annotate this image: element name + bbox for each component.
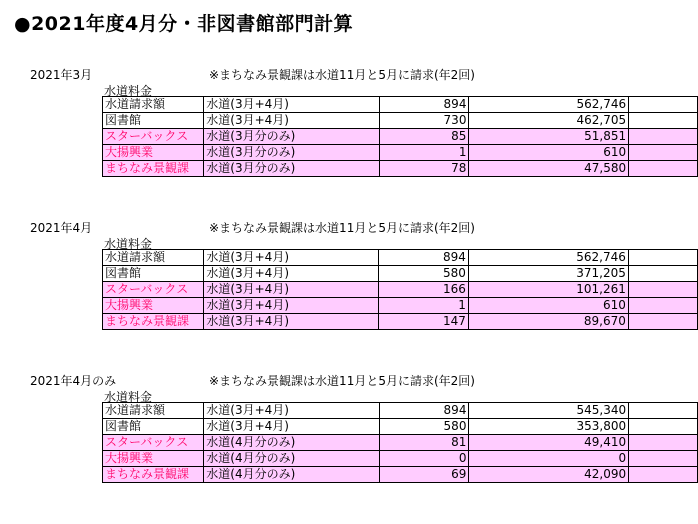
cell-quantity[interactable]: 166 — [379, 282, 469, 298]
cost-table — [102, 96, 698, 177]
cell-quantity[interactable]: 894 — [380, 97, 469, 113]
cell-quantity[interactable]: 85 — [380, 129, 469, 145]
cell-description[interactable]: 水道(3月+4月) — [204, 97, 380, 113]
table-row — [103, 435, 698, 451]
cell-description[interactable]: 水道(3月分のみ) — [204, 129, 380, 145]
cost-table — [102, 249, 698, 330]
cell-name[interactable]: 大揚興業 — [103, 145, 204, 161]
cell-amount[interactable]: 371,205 — [468, 266, 628, 282]
cell-description[interactable]: 水道(3月+4月) — [204, 403, 380, 419]
table-row — [103, 451, 698, 467]
cell-description[interactable]: 水道(3月分のみ) — [204, 145, 380, 161]
cell-amount[interactable]: 562,746 — [469, 97, 629, 113]
cell-description[interactable]: 水道(4月分のみ) — [204, 435, 380, 451]
cell-empty[interactable] — [628, 298, 697, 314]
cell-description[interactable]: 水道(3月+4月) — [204, 419, 380, 435]
cell-empty[interactable] — [629, 451, 698, 467]
page-title: ●2021年度4月分・非図書館部門計算 — [14, 13, 354, 35]
section-month: 2021年4月のみ — [30, 374, 117, 388]
cell-quantity[interactable]: 1 — [379, 298, 469, 314]
table-row — [103, 403, 698, 419]
cell-empty[interactable] — [629, 129, 698, 145]
cell-name[interactable]: 水道請求額 — [103, 403, 204, 419]
table-row — [103, 97, 698, 113]
cell-empty[interactable] — [629, 419, 698, 435]
cell-description[interactable]: 水道(3月+4月) — [204, 250, 379, 266]
cell-name[interactable]: スターバックス — [103, 435, 204, 451]
table-row — [103, 314, 698, 330]
section-note: ※まちなみ景観課は水道11月と5月に請求(年2回) — [209, 68, 475, 82]
cell-description[interactable]: 水道(3月分のみ) — [204, 161, 380, 177]
table-row — [103, 282, 698, 298]
cell-description[interactable]: 水道(3月+4月) — [204, 266, 379, 282]
table-row — [103, 113, 698, 129]
cell-quantity[interactable]: 1 — [380, 145, 469, 161]
table-row — [103, 145, 698, 161]
cell-name[interactable]: 図書館 — [103, 266, 204, 282]
table-row — [103, 161, 698, 177]
section-month: 2021年4月 — [30, 221, 93, 235]
section-sublabel: 水道料金 — [104, 390, 153, 404]
cell-empty[interactable] — [628, 314, 697, 330]
cell-amount[interactable]: 610 — [469, 145, 629, 161]
cell-name[interactable]: 図書館 — [103, 113, 204, 129]
section-month: 2021年3月 — [30, 68, 93, 82]
table-row — [103, 266, 698, 282]
cell-amount[interactable]: 610 — [468, 298, 628, 314]
cell-amount[interactable]: 353,800 — [469, 419, 629, 435]
cell-amount[interactable]: 89,670 — [468, 314, 628, 330]
cell-empty[interactable] — [629, 403, 698, 419]
table-row — [103, 129, 698, 145]
cell-name[interactable]: 大揚興業 — [103, 298, 204, 314]
table-row — [103, 298, 698, 314]
section-note: ※まちなみ景観課は水道11月と5月に請求(年2回) — [209, 221, 475, 235]
cell-name[interactable]: まちなみ景観課 — [103, 314, 204, 330]
cell-empty[interactable] — [628, 282, 697, 298]
cell-amount[interactable]: 101,261 — [468, 282, 628, 298]
cell-description[interactable]: 水道(3月+4月) — [204, 314, 379, 330]
cell-name[interactable]: 水道請求額 — [103, 250, 204, 266]
cell-amount[interactable]: 0 — [469, 451, 629, 467]
cell-quantity[interactable]: 730 — [380, 113, 469, 129]
cell-description[interactable]: 水道(4月分のみ) — [204, 451, 380, 467]
cell-name[interactable]: まちなみ景観課 — [103, 161, 204, 177]
section-sublabel: 水道料金 — [104, 84, 153, 98]
cell-quantity[interactable]: 580 — [380, 419, 469, 435]
cell-name[interactable]: 水道請求額 — [103, 97, 204, 113]
section-sublabel: 水道料金 — [104, 237, 153, 251]
cell-quantity[interactable]: 580 — [379, 266, 469, 282]
cell-name[interactable]: スターバックス — [103, 282, 204, 298]
cell-description[interactable]: 水道(3月+4月) — [204, 113, 380, 129]
cell-quantity[interactable]: 147 — [379, 314, 469, 330]
cell-amount[interactable]: 42,090 — [469, 467, 629, 483]
cell-empty[interactable] — [629, 435, 698, 451]
cell-amount[interactable]: 562,746 — [468, 250, 628, 266]
cost-table — [102, 402, 698, 483]
cell-empty[interactable] — [629, 113, 698, 129]
cell-quantity[interactable]: 894 — [380, 403, 469, 419]
cell-name[interactable]: スターバックス — [103, 129, 204, 145]
cell-description[interactable]: 水道(4月分のみ) — [204, 467, 380, 483]
table-row — [103, 250, 698, 266]
cell-empty[interactable] — [628, 266, 697, 282]
cell-empty[interactable] — [629, 161, 698, 177]
cell-description[interactable]: 水道(3月+4月) — [204, 298, 379, 314]
cell-name[interactable]: 大揚興業 — [103, 451, 204, 467]
cell-amount[interactable]: 545,340 — [469, 403, 629, 419]
cell-empty[interactable] — [629, 467, 698, 483]
cell-empty[interactable] — [628, 250, 697, 266]
table-row — [103, 467, 698, 483]
cell-quantity[interactable]: 69 — [380, 467, 469, 483]
cell-amount[interactable]: 462,705 — [469, 113, 629, 129]
cell-amount[interactable]: 49,410 — [469, 435, 629, 451]
cell-amount[interactable]: 47,580 — [469, 161, 629, 177]
cell-name[interactable]: 図書館 — [103, 419, 204, 435]
cell-description[interactable]: 水道(3月+4月) — [204, 282, 379, 298]
cell-name[interactable]: まちなみ景観課 — [103, 467, 204, 483]
cell-quantity[interactable]: 81 — [380, 435, 469, 451]
cell-quantity[interactable]: 78 — [380, 161, 469, 177]
table-row — [103, 419, 698, 435]
cell-empty[interactable] — [629, 145, 698, 161]
cell-quantity[interactable]: 894 — [379, 250, 469, 266]
section-note: ※まちなみ景観課は水道11月と5月に請求(年2回) — [209, 374, 475, 388]
cell-quantity[interactable]: 0 — [380, 451, 469, 467]
cell-empty[interactable] — [629, 97, 698, 113]
cell-amount[interactable]: 51,851 — [469, 129, 629, 145]
